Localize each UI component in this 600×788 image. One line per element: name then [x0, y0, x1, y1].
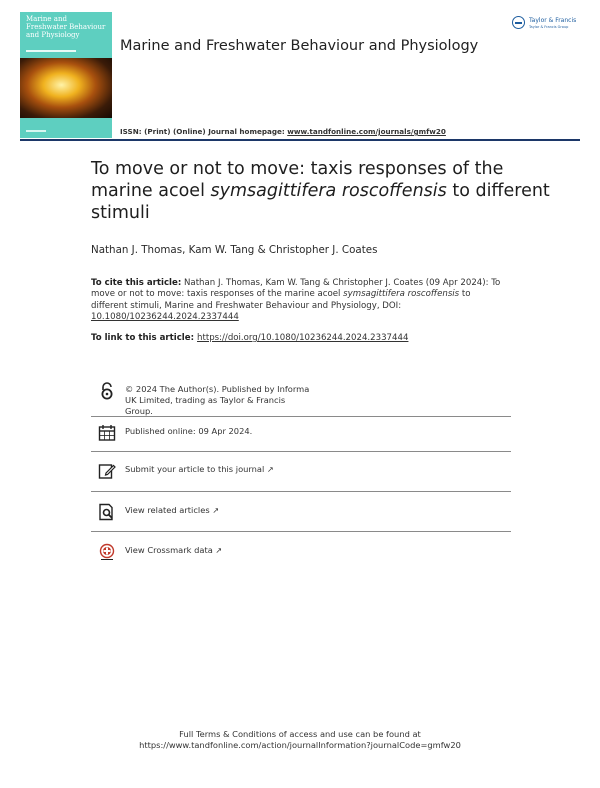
terms-url[interactable]: https://www.tandfonline.com/action/journalInformation?journalCode=gmfw20 — [139, 740, 461, 750]
open-access-lock-icon — [98, 382, 116, 400]
divider — [91, 491, 511, 492]
terms-footer — [0, 729, 600, 751]
issn-line — [120, 127, 446, 136]
citation-block — [91, 278, 501, 323]
crossmark-icon — [98, 543, 116, 561]
related-articles-icon — [98, 503, 116, 521]
external-link-icon: ↗ — [212, 506, 220, 515]
article-title-part1: To move or not to move: taxis responses of the marine acoel — [91, 159, 504, 201]
external-link-icon: ↗ — [266, 465, 274, 474]
publisher-logo[interactable] — [512, 14, 586, 40]
publisher-logo-sub: Taylor & Francis Group — [529, 25, 569, 29]
link-block — [91, 333, 501, 344]
journal-homepage-link[interactable]: www.tandfonline.com/journals/gmfw20 — [287, 127, 446, 136]
related-articles-link[interactable] — [125, 505, 310, 516]
header-rule — [20, 139, 580, 141]
submit-article-label: Submit your article to this journal — [125, 464, 265, 474]
cover-image — [20, 58, 112, 118]
published-text: Published online: 09 Apr 2024. — [125, 426, 253, 436]
divider — [91, 451, 511, 452]
cover-divider — [26, 50, 76, 52]
crossmark-label: View Crossmark data — [125, 545, 213, 555]
cite-label: To cite this article: — [91, 278, 182, 288]
cover-title: Marine and Freshwater Behaviour and Physiology — [26, 15, 106, 39]
cover-publisher-mark — [26, 130, 46, 132]
crossmark-link[interactable] — [125, 545, 310, 556]
edit-icon — [98, 462, 116, 480]
publisher-logo-name: Taylor & Francis — [529, 17, 577, 24]
divider — [91, 531, 511, 532]
cite-species: symsagittifera roscoffensis — [343, 289, 460, 300]
article-title-part2: to different stimuli — [91, 181, 550, 223]
article-title — [91, 158, 551, 224]
cite-text2: to different stimuli, Marine and Freshwater Behaviour and Physiology, DOI: — [91, 289, 471, 311]
article-doi-link[interactable]: https://doi.org/10.1080/10236244.2024.2337444 — [197, 333, 409, 343]
cite-doi-link[interactable]: 10.1080/10236244.2024.2337444 — [91, 311, 239, 322]
taylor-francis-logo-icon — [512, 16, 525, 29]
license-text: © 2024 The Author(s). Published by Informa UK Limited, trading as Taylor & Francis Group. — [125, 384, 310, 416]
link-label: To link to this article: — [91, 333, 198, 343]
related-articles-label: View related articles — [125, 505, 210, 515]
cite-text1: Nathan J. Thomas, Kam W. Tang & Christopher J. Coates (09 Apr 2024): To move or not to move: taxis responses of the marine acoel — [91, 278, 501, 300]
article-authors: Nathan J. Thomas, Kam W. Tang & Christopher J. Coates — [91, 244, 378, 256]
terms-line: Full Terms & Conditions of access and use can be found at — [179, 729, 421, 739]
calendar-icon — [98, 424, 116, 442]
journal-cover — [20, 12, 112, 138]
external-link-icon: ↗ — [215, 546, 223, 555]
submit-article-link[interactable] — [125, 464, 310, 475]
article-title-species: symsagittifera roscoffensis — [210, 181, 447, 201]
journal-title: Marine and Freshwater Behaviour and Physiology — [120, 38, 479, 54]
issn-label: ISSN: (Print) (Online) Journal homepage: — [120, 127, 288, 136]
